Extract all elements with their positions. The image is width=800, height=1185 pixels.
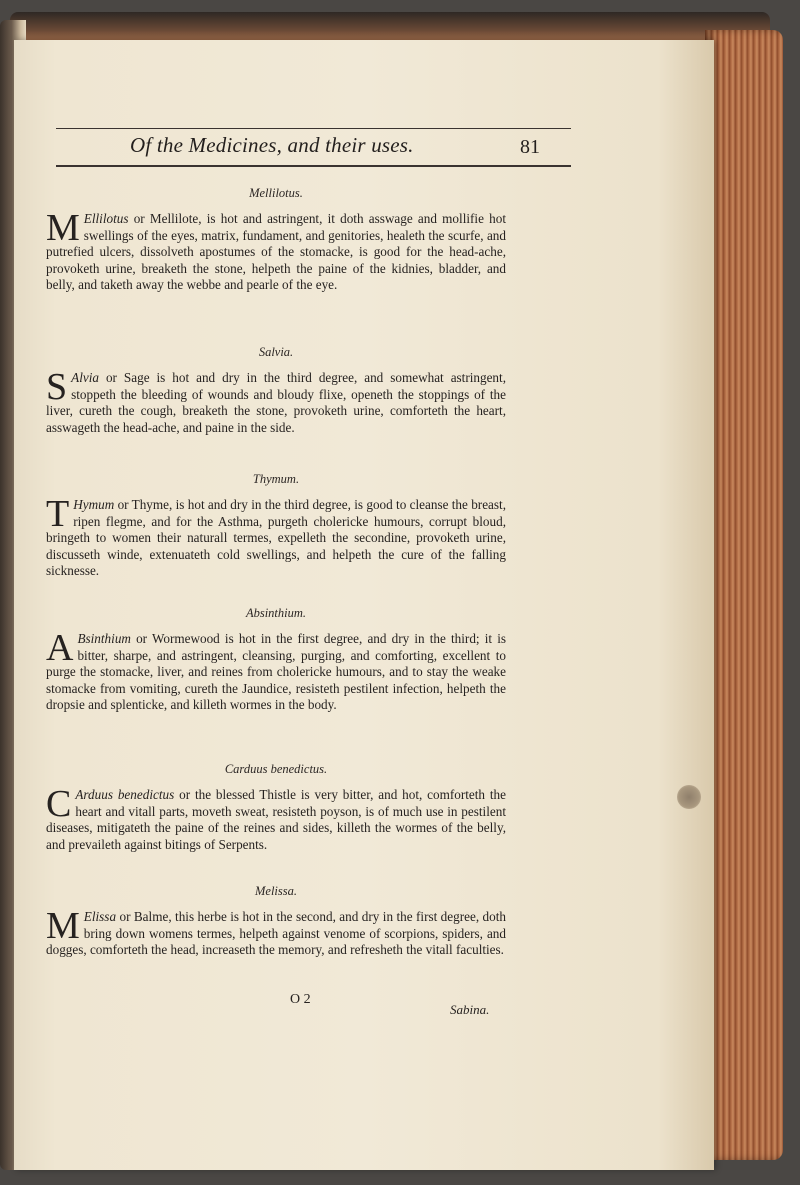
entry-body-text: or Sage is hot and dry in the third degree, and somewhat astringent, stoppeth the bleeding of wounds and bloudy flixe, openeth the stoppings of the liver, cureth the cough, breaketh the stone, provoketh urine, comforteth the heart, asswageth the head-ache, and paine in the side. [46, 370, 506, 435]
entry-carduus-benedictus [46, 762, 506, 853]
entry-lead-word: Alvia [71, 370, 99, 385]
entry-body-text: or Balme, this herbe is hot in the second, and dry in the first degree, doth bring down womens termes, helpeth against venome of scorpions, spiders, and dogges, comforteth the head, increaseth the memory, and refresheth the vitall faculties. [46, 909, 506, 958]
entry-text [46, 493, 506, 580]
drop-cap: T [46, 493, 70, 535]
drop-cap: A [46, 627, 74, 669]
entry-text [46, 783, 506, 853]
entry-heading: Absinthium. [245, 606, 307, 620]
entry-body-text: or Wormewood is hot in the first degree, and dry in the third; it is bitter, sharpe, and astringent, cleansing, purging, and comforting, excellent to purge the stomacke, liver, and reines from cholericke humours, and to stay the weake stomacke from vomiting, cureth the Jaundice, resisteth pestilent infection, helpeth the dropsie and splenticke, and killeth wormes in the body. [46, 631, 506, 713]
drop-cap: S [46, 366, 68, 408]
page-number: 81 [520, 136, 540, 158]
running-title: Of the Medicines, and their uses. [130, 133, 414, 157]
drop-cap: M [46, 207, 80, 249]
entry-mellilotus [46, 186, 506, 294]
entry-heading: Salvia. [258, 345, 294, 359]
entry-lead-word: Bsinthium [77, 631, 131, 646]
entry-heading: Melissa. [254, 884, 297, 898]
entry-heading: Carduus benedictus. [224, 762, 328, 776]
drop-cap: C [46, 783, 72, 825]
entry-body-text: or Mellilote, is hot and astringent, it doth asswage and mollifie hot swellings of the eyes, matrix, fundament, and genitories, healeth the scurfe, and putrefied ulcers, dissolveth apostumes of the stomacke, is good for the head-ache, provoketh urine, breaketh the stone, helpeth the paine of the kidnies, bladder, and belly, and taketh away the webbe and pearle of the eye. [46, 211, 506, 293]
drop-cap: M [46, 905, 80, 947]
entry-heading: Thymum. [252, 472, 300, 486]
entry-text [46, 366, 506, 436]
header-rule-top [56, 128, 571, 129]
entry-lead-word: Elissa [83, 909, 117, 924]
entry-melissa [46, 884, 506, 959]
entry-lead-word: Hymum [73, 497, 115, 512]
entry-text [46, 627, 506, 714]
entry-body-text: or the blessed Thistle is very bitter, and hot, comforteth the heart and vitall parts, moveth sweat, resisteth poyson, is of much use in pestilent diseases, mitigateth the paine of the reines and sides, killeth the wormes of the belly, and prevaileth against bitings of Serpents. [46, 787, 506, 852]
entry-text [46, 207, 506, 294]
catchword: Sabina. [450, 1002, 490, 1017]
entry-salvia [46, 345, 506, 436]
entry-lead-word: Ellilotus [83, 211, 129, 226]
header-rule-bottom [56, 165, 571, 167]
entry-heading: Mellilotus. [249, 186, 303, 200]
entry-thymum [46, 472, 506, 580]
entry-text [46, 905, 506, 959]
entry-lead-word: Arduus benedictus [75, 787, 175, 802]
entry-absinthium [46, 606, 506, 714]
entry-body-text: or Thyme, is hot and dry in the third degree, is good to cleanse the breast, ripen flegme, and for the Asthma, purgeth cholericke humours, corrupt bloud, bringeth to women their naturall termes, expelleth the secondine, provoketh urine, discusseth winde, extenuateth cold swellings, and helpeth the cure of the falling sicknesse. [46, 497, 506, 579]
signature-mark: O 2 [290, 992, 311, 1007]
paper-stain [677, 785, 701, 809]
book-fore-edge [705, 30, 783, 1160]
